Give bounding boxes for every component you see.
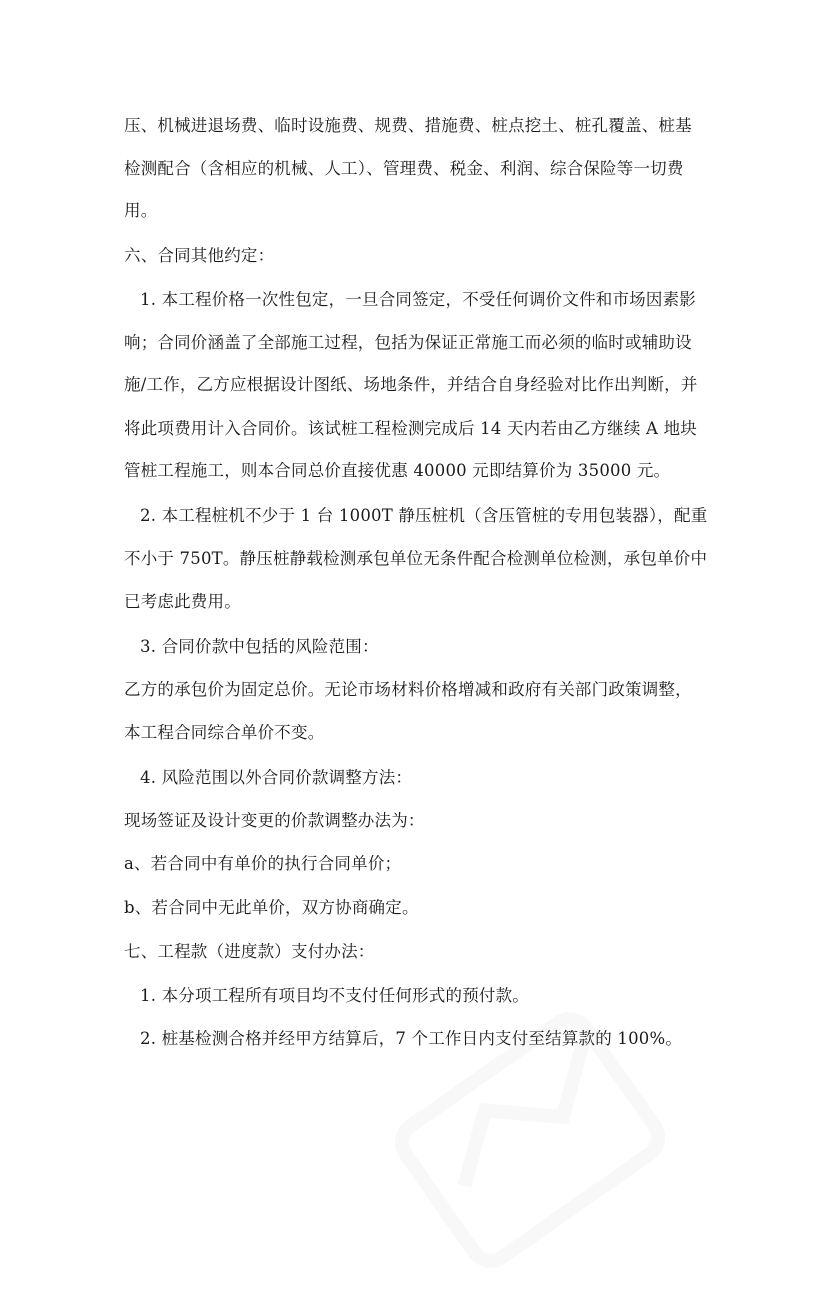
section-heading: 六、合同其他约定： (124, 246, 275, 265)
list-item: 4. 风险范围以外合同价款调整方法： (140, 768, 413, 787)
section-heading: 七、工程款（进度款）支付办法： (124, 942, 375, 961)
watermark-icon (360, 975, 699, 1304)
list-item: 1. 本分项工程所有项目均不支付任何形式的预付款。 (140, 986, 529, 1005)
list-item: 1. 本工程价格一次性包定，一旦合同签定，不受任何调价文件和市场因素影 (140, 290, 696, 309)
text-line: 检测配合（含相应的机械、人工）、管理费、税金、利润、综合保险等一切费 (124, 159, 684, 178)
list-item: 2. 桩基检测合格并经甲方结算后，7 个工作日内支付至结算款的 100%。 (140, 1029, 683, 1048)
text-line: 压、机械进退场费、临时设施费、规费、措施费、桩点挖土、桩孔覆盖、桩基 (124, 116, 692, 135)
text-line: 现场签证及设计变更的价款调整办法为： (124, 811, 425, 830)
text-line: 响；合同价涵盖了全部施工过程，包括为保证正常施工而必须的临时或辅助设 (124, 333, 692, 352)
text-line: b、若合同中无此单价，双方协商确定。 (124, 898, 419, 917)
text-line: 施/工作，乙方应根据设计图纸、场地条件，并结合自身经验对比作出判断，并 (124, 375, 698, 394)
text-line: 不小于 750T。静压桩静载检测承包单位无条件配合检测单位检测，承包单价中 (124, 549, 708, 568)
text-line: 乙方的承包价为固定总价。无论市场材料价格增减和政府有关部门政策调整， (124, 680, 692, 699)
list-item: 3. 合同价款中包括的风险范围： (140, 637, 379, 656)
text-line: 管桩工程施工，则本合同总价直接优惠 40000 元即结算价为 35000 元。 (124, 461, 671, 480)
text-line: 将此项费用计入合同价。该试桩工程检测完成后 14 天内若由乙方继续 A 地块 (124, 419, 697, 438)
text-line: 本工程合同综合单价不变。 (124, 723, 325, 742)
text-line: a、若合同中有单价的执行合同单价； (124, 854, 402, 873)
text-line: 已考虑此费用。 (124, 592, 241, 611)
list-item: 2. 本工程桩机不少于 1 台 1000T 静压桩机（含压管桩的专用包装器），配重 (140, 506, 708, 525)
text-line: 用。 (124, 201, 158, 220)
